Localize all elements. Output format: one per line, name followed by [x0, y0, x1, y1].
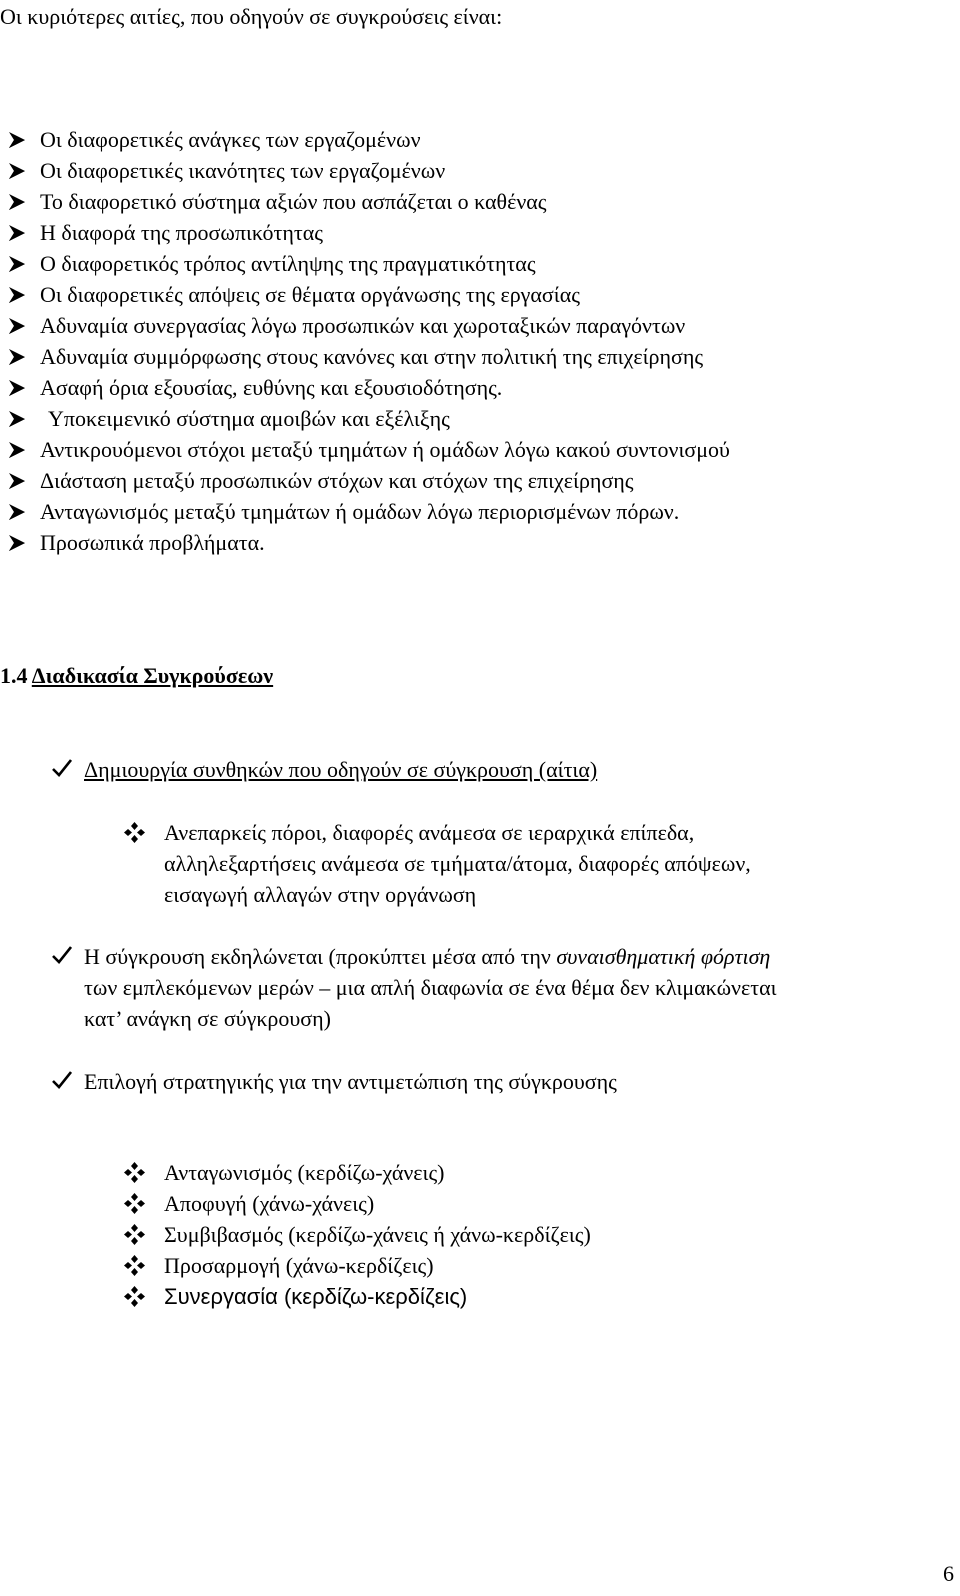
list-item: Αντικρουόμενοι στόχοι μεταξύ τμημάτων ή ομάδων λόγω κακού συντονισμού — [0, 434, 960, 465]
list-item: Ο διαφορετικός τρόπος αντίληψης της πραγματικότητας — [0, 248, 960, 279]
causes-list — [0, 124, 960, 558]
diamond-bullet-icon — [124, 1162, 145, 1183]
arrow-bullet-icon — [8, 380, 25, 396]
list-item: Αδυναμία συνεργασίας λόγω προσωπικών και χωροταξικών παραγόντων — [0, 310, 960, 341]
arrow-bullet-icon — [8, 535, 25, 551]
arrow-bullet-icon — [8, 318, 25, 334]
list-item: Διάσταση μεταξύ προσωπικών στόχων και στόχων της επιχείρησης — [0, 465, 960, 496]
list-item: Αδυναμία συμμόρφωσης στους κανόνες και στην πολιτική της επιχείρησης — [0, 341, 960, 372]
arrow-bullet-icon — [8, 504, 25, 520]
checkmark-icon — [52, 945, 72, 965]
list-item: Οι διαφορετικές ανάγκες των εργαζομένων — [0, 124, 960, 155]
arrow-bullet-icon — [8, 132, 25, 148]
arrow-bullet-icon — [8, 473, 25, 489]
checkmark-icon — [52, 758, 72, 778]
diamond-bullet-icon — [124, 1224, 145, 1245]
section-title: Διαδικασία Συγκρούσεων — [31, 663, 274, 688]
section-heading — [0, 662, 273, 690]
page-number: 6 — [943, 1561, 954, 1586]
stage-manifestation-line-3: κατ’ ανάγκη σε σύγκρουση) — [84, 1006, 331, 1031]
diamond-bullet-icon — [124, 822, 145, 843]
intro-text: Οι κυριότερες αιτίες, που οδηγούν σε συγκρούσεις είναι: — [0, 4, 503, 29]
list-item: Προσωπικά προβλήματα. — [0, 527, 960, 558]
arrow-bullet-icon — [8, 194, 25, 210]
list-item: Υποκειμενικό σύστημα αμοιβών και εξέλιξης — [0, 403, 960, 434]
list-item: Η διαφορά της προσωπικότητας — [0, 217, 960, 248]
stage-manifestation-line-1: Η σύγκρουση εκδηλώνεται (προκύπτει μέσα από την συναισθηματική φόρτιση — [84, 944, 771, 969]
checkmark-icon — [52, 1070, 72, 1090]
diamond-bullet-icon — [124, 1193, 145, 1214]
stage-conditions-text: Δημιουργία συνθηκών που οδηγούν σε σύγκρουση (αίτια) — [84, 757, 598, 782]
list-item: Το διαφορετικό σύστημα αξιών που ασπάζεται ο καθένας — [0, 186, 960, 217]
diamond-bullet-icon — [124, 1286, 145, 1307]
list-item: Ασαφή όρια εξουσίας, ευθύνης και εξουσιοδότησης. — [0, 372, 960, 403]
arrow-bullet-icon — [8, 256, 25, 272]
arrow-bullet-icon — [8, 349, 25, 365]
list-item: Οι διαφορετικές απόψεις σε θέματα οργάνωσης της εργασίας — [0, 279, 960, 310]
arrow-bullet-icon — [8, 442, 25, 458]
list-item: Οι διαφορετικές ικανότητες των εργαζομένων — [0, 155, 960, 186]
arrow-bullet-icon — [8, 287, 25, 303]
stage-manifestation-line-2: των εμπλεκόμενων μερών – μια απλή διαφωνία σε ένα θέμα δεν κλιμακώνεται — [84, 975, 777, 1000]
stage-strategy-text: Επιλογή στρατηγικής για την αντιμετώπιση της σύγκρουσης — [84, 1069, 617, 1094]
section-number: 1.4 — [0, 663, 28, 688]
arrow-bullet-icon — [8, 225, 25, 241]
arrow-bullet-icon — [8, 163, 25, 179]
arrow-bullet-icon — [8, 411, 25, 427]
list-item: Ανταγωνισμός μεταξύ τμημάτων ή ομάδων λόγω περιορισμένων πόρων. — [0, 496, 960, 527]
diamond-bullet-icon — [124, 1255, 145, 1276]
